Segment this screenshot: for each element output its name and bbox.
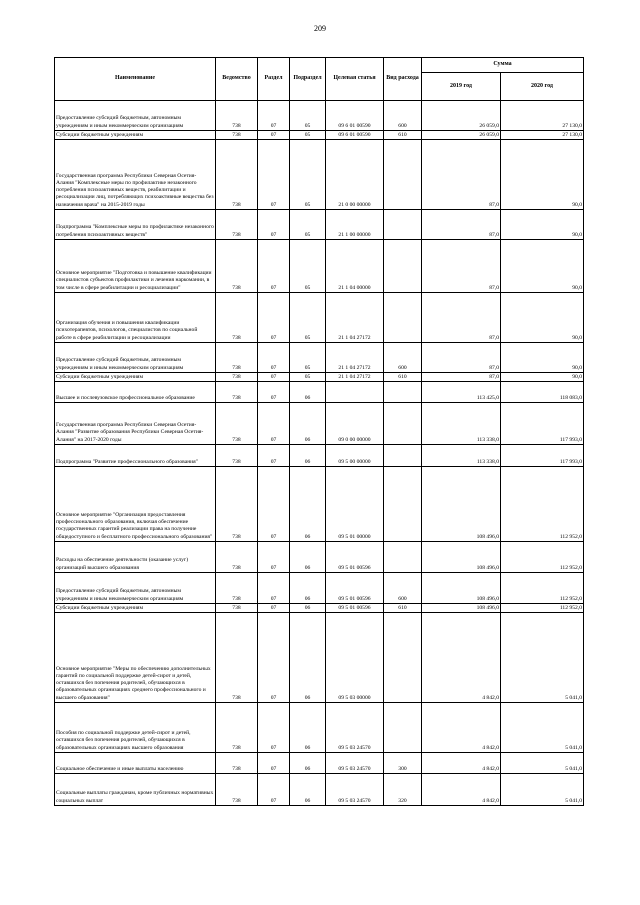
cell-celevaya-statya: 09 6 01 00590 (326, 101, 384, 131)
cell-vid-rashodov (384, 293, 422, 343)
cell-razdel: 07 (258, 373, 290, 382)
cell-razdel: 07 (258, 445, 290, 467)
cell-vid-rashodov (384, 140, 422, 210)
cell-vid-rashodov (384, 542, 422, 573)
cell-vid-rashodov: 610 (384, 373, 422, 382)
cell-razdel: 07 (258, 703, 290, 753)
cell-sum-2019: 4 842,0 (422, 774, 501, 806)
cell-vid-rashodov (384, 240, 422, 293)
cell-podrazdel: 06 (290, 467, 326, 542)
cell-vedomstvo: 738 (216, 373, 258, 382)
table-row (55, 403, 584, 445)
cell-razdel: 07 (258, 240, 290, 293)
cell-celevaya-statya: 21 0 00 00000 (326, 140, 384, 210)
cell-podrazdel: 05 (290, 210, 326, 240)
cell-podrazdel: 05 (290, 240, 326, 293)
cell-sum-2019: 87,0 (422, 140, 501, 210)
cell-sum-2019: 87,0 (422, 293, 501, 343)
cell-podrazdel: 06 (290, 403, 326, 445)
cell-name: Государственная программа Республики Северная Осетия-Алания "Комплексные меры по профилактике незаконного потребления психоактивных веществ, реабилитации и ресоциализации лиц, потребляющих психоактивные вещества без назначения врача" на 2015-2019 годы (55, 140, 216, 210)
cell-vid-rashodov (384, 403, 422, 445)
cell-vid-rashodov: 600 (384, 573, 422, 604)
cell-podrazdel: 06 (290, 753, 326, 774)
cell-sum-2019: 113 338,0 (422, 403, 501, 445)
table-row (55, 604, 584, 613)
cell-celevaya-statya: 09 6 01 00590 (326, 131, 384, 140)
cell-vid-rashodov: 300 (384, 753, 422, 774)
cell-razdel: 07 (258, 293, 290, 343)
cell-sum-2019: 108 496,0 (422, 467, 501, 542)
cell-sum-2020: 5 041,0 (501, 753, 584, 774)
table-row (55, 703, 584, 753)
cell-razdel: 07 (258, 101, 290, 131)
cell-name: Субсидии бюджетным учреждениям (55, 604, 216, 613)
cell-podrazdel: 05 (290, 131, 326, 140)
cell-razdel: 07 (258, 382, 290, 403)
cell-vid-rashodov: 610 (384, 604, 422, 613)
header-summa: Сумма (422, 58, 584, 73)
cell-sum-2020: 90,0 (501, 293, 584, 343)
cell-celevaya-statya: 09 5 01 00596 (326, 604, 384, 613)
table-row (55, 210, 584, 240)
table-row (55, 382, 584, 403)
cell-name: Субсидии бюджетным учреждениям (55, 131, 216, 140)
cell-sum-2020: 90,0 (501, 373, 584, 382)
cell-sum-2019: 26 059,0 (422, 101, 501, 131)
cell-sum-2019: 113 425,0 (422, 382, 501, 403)
table-row (55, 293, 584, 343)
cell-name: Организация обучения и повышения квалификации психотерапевтов, психологов, специалистов по социальной работе в сфере реабилитации и ресоциализации (55, 293, 216, 343)
table-row (55, 140, 584, 210)
cell-celevaya-statya: 21 1 04 00000 (326, 240, 384, 293)
cell-name: Высшее и послевузовское профессиональное образование (55, 382, 216, 403)
cell-razdel: 07 (258, 210, 290, 240)
cell-razdel: 07 (258, 542, 290, 573)
cell-celevaya-statya: 09 5 01 00596 (326, 542, 384, 573)
table-row (55, 101, 584, 131)
cell-podrazdel: 05 (290, 293, 326, 343)
cell-sum-2020: 90,0 (501, 343, 584, 373)
cell-name: Социальное обеспечение и иные выплаты населению (55, 753, 216, 774)
cell-sum-2020: 5 041,0 (501, 703, 584, 753)
cell-vedomstvo: 738 (216, 774, 258, 806)
cell-sum-2020: 5 041,0 (501, 774, 584, 806)
cell-vedomstvo: 738 (216, 382, 258, 403)
budget-table (54, 57, 584, 806)
cell-name: Предоставление субсидий бюджетным, автономным учреждениям и иным некоммерческим организациям (55, 573, 216, 604)
cell-name: Предоставление субсидий бюджетным, автономным учреждениям и иным некоммерческим организациям (55, 101, 216, 131)
cell-razdel: 07 (258, 403, 290, 445)
cell-celevaya-statya (326, 382, 384, 403)
header-name: Наименование (55, 58, 216, 101)
cell-razdel: 07 (258, 343, 290, 373)
cell-podrazdel: 06 (290, 445, 326, 467)
cell-celevaya-statya: 21 1 04 27172 (326, 293, 384, 343)
cell-vedomstvo: 738 (216, 753, 258, 774)
cell-sum-2020: 5 041,0 (501, 613, 584, 703)
cell-sum-2020: 118 083,0 (501, 382, 584, 403)
cell-vedomstvo: 738 (216, 240, 258, 293)
cell-vedomstvo: 738 (216, 467, 258, 542)
cell-vedomstvo: 738 (216, 613, 258, 703)
cell-razdel: 07 (258, 604, 290, 613)
cell-vid-rashodov (384, 382, 422, 403)
cell-name: Основное мероприятие "Меры по обеспечению дополнительных гарантий по социальной поддержке детей-сирот и детей, оставшихся без попечения родителей, обучающихся в образовательных организациях среднего профессионального и высшего образования" (55, 613, 216, 703)
table-row (55, 131, 584, 140)
cell-vedomstvo: 738 (216, 343, 258, 373)
cell-celevaya-statya: 09 5 00 00000 (326, 445, 384, 467)
header-year-2020: 2020 год (501, 73, 584, 101)
cell-vedomstvo: 738 (216, 210, 258, 240)
cell-sum-2019: 113 338,0 (422, 445, 501, 467)
cell-name: Социальные выплаты гражданам, кроме публичных нормативных социальных выплат (55, 774, 216, 806)
table-row (55, 542, 584, 573)
cell-name: Подпрограмма "Комплексные меры по профилактике незаконного потребления психоактивных веществ" (55, 210, 216, 240)
cell-vedomstvo: 738 (216, 101, 258, 131)
cell-vedomstvo: 738 (216, 293, 258, 343)
cell-razdel: 07 (258, 467, 290, 542)
cell-podrazdel: 05 (290, 373, 326, 382)
cell-sum-2020: 117 993,0 (501, 403, 584, 445)
cell-name: Основное мероприятие "Организация предоставления профессионального образования, включая обеспечение государственных гарантий реализации права на получение общедоступного и бесплатного профессионального образования" (55, 467, 216, 542)
cell-sum-2019: 4 842,0 (422, 613, 501, 703)
cell-podrazdel: 06 (290, 613, 326, 703)
cell-name: Подпрограмма "Развитие профессионального образования" (55, 445, 216, 467)
header-vid-rashodov: Вид расхода (384, 58, 422, 101)
cell-sum-2019: 87,0 (422, 240, 501, 293)
header-year-2019: 2019 год (422, 73, 501, 101)
cell-celevaya-statya: 09 5 01 00596 (326, 573, 384, 604)
cell-sum-2020: 90,0 (501, 240, 584, 293)
cell-sum-2019: 108 496,0 (422, 542, 501, 573)
cell-celevaya-statya: 09 0 00 00000 (326, 403, 384, 445)
cell-podrazdel: 06 (290, 774, 326, 806)
cell-name: Государственная программа Республики Северная Осетия-Алания "Развитие образования Республики Северная Осетия-Алания" на 2017-2020 годы (55, 403, 216, 445)
cell-vedomstvo: 738 (216, 573, 258, 604)
cell-name: Пособия по социальной поддержке детей-сирот и детей, оставшихся без попечения родителей, обучающихся в образовательных организациях высшего образования (55, 703, 216, 753)
header-vedomstvo: Ведомство (216, 58, 258, 101)
table-row (55, 774, 584, 806)
cell-vedomstvo: 738 (216, 604, 258, 613)
cell-vid-rashodov: 320 (384, 774, 422, 806)
table-row (55, 373, 584, 382)
cell-vedomstvo: 738 (216, 542, 258, 573)
cell-sum-2019: 26 059,0 (422, 131, 501, 140)
cell-vid-rashodov: 600 (384, 101, 422, 131)
cell-podrazdel: 05 (290, 343, 326, 373)
cell-razdel: 07 (258, 131, 290, 140)
cell-podrazdel: 06 (290, 382, 326, 403)
cell-vid-rashodov (384, 210, 422, 240)
table-row (55, 573, 584, 604)
cell-sum-2020: 90,0 (501, 140, 584, 210)
cell-sum-2020: 112 952,0 (501, 573, 584, 604)
table-row (55, 240, 584, 293)
header-razdel: Раздел (258, 58, 290, 101)
cell-celevaya-statya: 21 1 00 00000 (326, 210, 384, 240)
cell-podrazdel: 06 (290, 542, 326, 573)
cell-name: Расходы на обеспечение деятельности (оказание услуг) организаций высшего образования (55, 542, 216, 573)
cell-vid-rashodov (384, 445, 422, 467)
table-row (55, 467, 584, 542)
cell-vid-rashodov (384, 613, 422, 703)
cell-sum-2020: 27 130,0 (501, 131, 584, 140)
cell-celevaya-statya: 21 1 04 27172 (326, 343, 384, 373)
cell-vedomstvo: 738 (216, 140, 258, 210)
cell-podrazdel: 05 (290, 140, 326, 210)
cell-podrazdel: 06 (290, 573, 326, 604)
table-row (55, 343, 584, 373)
table-row (55, 753, 584, 774)
cell-vedomstvo: 738 (216, 403, 258, 445)
header-celevaya-statya: Целевая статья (326, 58, 384, 101)
cell-sum-2020: 112 952,0 (501, 542, 584, 573)
cell-vid-rashodov (384, 467, 422, 542)
cell-vid-rashodov: 610 (384, 131, 422, 140)
cell-sum-2020: 112 952,0 (501, 467, 584, 542)
cell-celevaya-statya: 09 5 03 24570 (326, 774, 384, 806)
header-podrazdel: Подраздел (290, 58, 326, 101)
cell-vid-rashodov (384, 703, 422, 753)
cell-name: Основное мероприятие "Подготовка и повышение квалификации специалистов субъектов профилактики и лечения наркомании, в том числе в сфере реабилитации и ресоциализации" (55, 240, 216, 293)
cell-sum-2020: 27 130,0 (501, 101, 584, 131)
cell-podrazdel: 06 (290, 604, 326, 613)
cell-podrazdel: 06 (290, 703, 326, 753)
cell-sum-2020: 112 952,0 (501, 604, 584, 613)
table-row (55, 445, 584, 467)
cell-podrazdel: 05 (290, 101, 326, 131)
cell-sum-2019: 4 842,0 (422, 753, 501, 774)
cell-celevaya-statya: 21 1 04 27172 (326, 373, 384, 382)
cell-celevaya-statya: 09 5 03 24570 (326, 753, 384, 774)
cell-celevaya-statya: 09 5 03 00000 (326, 613, 384, 703)
cell-sum-2019: 87,0 (422, 343, 501, 373)
cell-sum-2019: 87,0 (422, 373, 501, 382)
cell-sum-2020: 90,0 (501, 210, 584, 240)
cell-vedomstvo: 738 (216, 445, 258, 467)
cell-razdel: 07 (258, 573, 290, 604)
cell-razdel: 07 (258, 140, 290, 210)
cell-sum-2019: 4 842,0 (422, 703, 501, 753)
cell-vedomstvo: 738 (216, 131, 258, 140)
page-number: 209 (314, 24, 326, 33)
cell-name: Субсидии бюджетным учреждениям (55, 373, 216, 382)
cell-razdel: 07 (258, 613, 290, 703)
cell-vid-rashodov: 600 (384, 343, 422, 373)
table-row (55, 613, 584, 703)
cell-razdel: 07 (258, 753, 290, 774)
cell-sum-2019: 108 496,0 (422, 604, 501, 613)
cell-celevaya-statya: 09 5 01 00000 (326, 467, 384, 542)
cell-sum-2020: 117 993,0 (501, 445, 584, 467)
cell-name: Предоставление субсидий бюджетным, автономным учреждениям и иным некоммерческим организациям (55, 343, 216, 373)
cell-sum-2019: 87,0 (422, 210, 501, 240)
cell-vedomstvo: 738 (216, 703, 258, 753)
cell-celevaya-statya: 09 5 03 24570 (326, 703, 384, 753)
cell-razdel: 07 (258, 774, 290, 806)
cell-sum-2019: 108 496,0 (422, 573, 501, 604)
